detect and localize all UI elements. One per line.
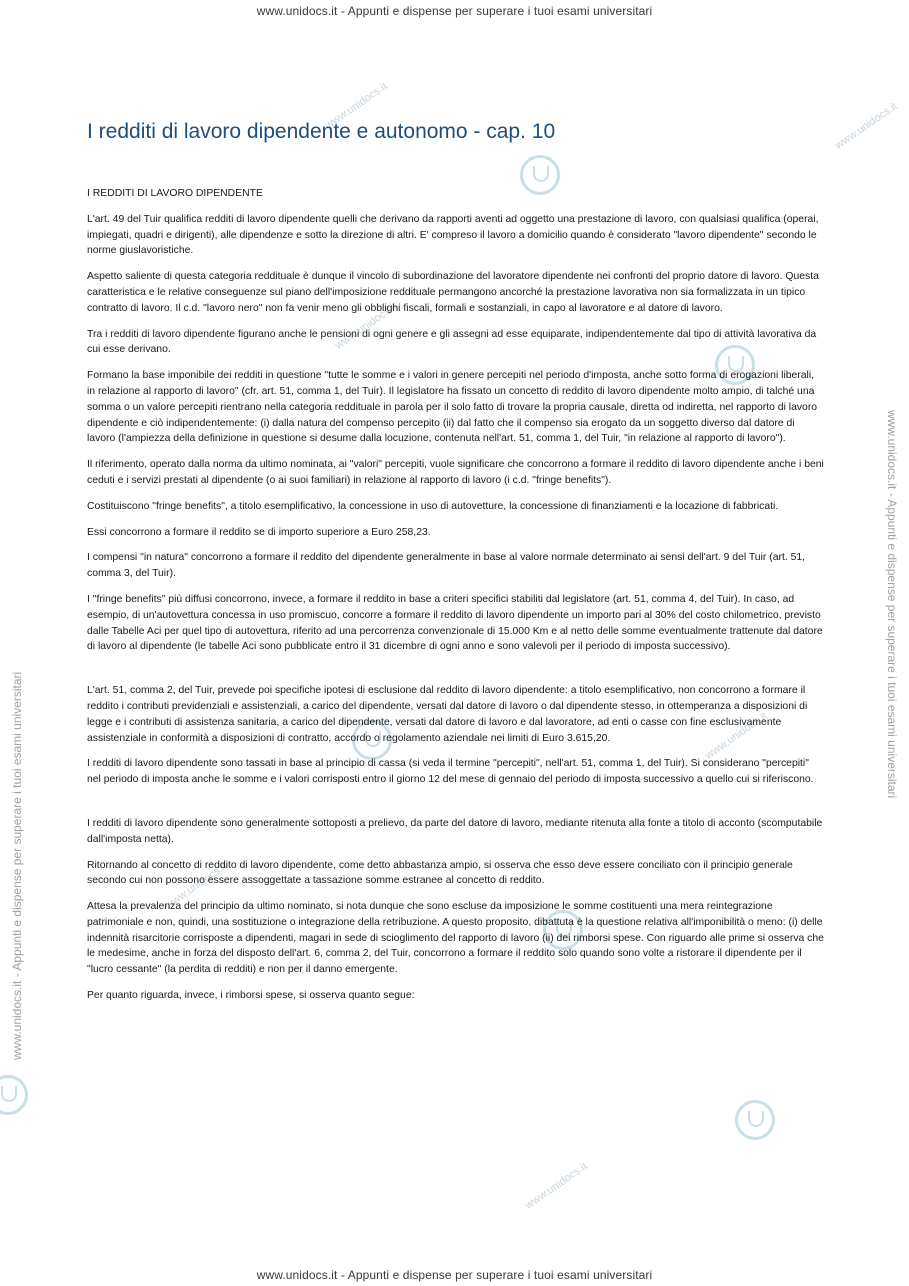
side-watermark-left: www.unidocs.it - Appunti e dispense per superare i tuoi esami universitari — [10, 671, 24, 1060]
watermark-text: www.unidocs.it — [333, 300, 400, 352]
paragraph: Tra i redditi di lavoro dipendente figurano anche le pensioni di ogni genere e gli assegni ad esse equiparate, indipendentemente dal tipo di attività lavorativa da cui esse derivano. — [87, 328, 817, 356]
section-heading: I REDDITI DI LAVORO DIPENDENTE — [87, 188, 263, 199]
side-watermark-right: www.unidocs.it - Appunti e dispense per superare i tuoi esami universitari — [885, 410, 899, 799]
watermark-text: www.unidocs.it — [323, 80, 390, 132]
paragraph: Il riferimento, operato dalla norma da ultimo nominata, ai "valori" percepiti, vuole significare che concorrono a formare il reddito di lavoro dipendente anche i beni ceduti e i servizi prestati al dipendente (o ai suoi familiari) in relazione al rapporto di lavoro (i c.d. "fringe benefits"). — [87, 459, 824, 486]
paragraph: Per quanto riguarda, invece, i rimborsi spese, si osserva quanto segue: — [87, 990, 415, 1002]
paragraph: L'art. 51, comma 2, del Tuir, prevede poi specifiche ipotesi di esclusione dal reddito di lavoro dipendente: a titolo esemplificativo, non concorrono a formare il reddito i contributi previdenziali e assistenziali, a carico del dipendente, versati dal datore di lavoro o dal dipendente stesso, in ottemperanza a disposizioni di legge e i contributi di assistenza sanitaria, a carico del dipendente, versati dal datore di lavoro e dal lavoratore, ad enti o casse con fine esclusivamente assistenziale in conformità a disposizioni di contratto, accordo o regolamento aziendale nei limiti di Euro 3.615,20. — [87, 685, 808, 744]
watermark-text: www.unidocs.it — [703, 710, 770, 762]
paragraph: Costituiscono "fringe benefits", a titolo esemplificativo, la concessione in uso di autovetture, la concessione di finanziamenti e la locazione di fabbricati. — [87, 500, 779, 512]
paragraph: I redditi di lavoro dipendente sono generalmente sottoposti a prelievo, da parte del datore di lavoro, mediante ritenuta alla fonte a titolo di acconto (scomputabile dall'imposta netta). — [87, 817, 823, 845]
paragraph: L'art. 49 del Tuir qualifica redditi di lavoro dipendente quelli che derivano da rapporti aventi ad oggetto una prestazione di lavoro, con qualsiasi qualifica (operai, impiegati, quadri e dirigenti), alle dipendenze e sotto la direzione di altri. E' compreso il lavoro a domicilio quando è considerato "lavoro dipendente" secondo le norme giuslavoristiche. — [87, 213, 819, 257]
watermark-text: www.unidocs.it — [833, 100, 900, 152]
paragraph: Essi concorrono a formare il reddito se di importo superiore a Euro 258,23. — [87, 526, 431, 538]
watermark-logo-icon — [0, 1075, 28, 1115]
watermark-text: www.unidocs.it — [163, 860, 230, 912]
page-header: www.unidocs.it - Appunti e dispense per superare i tuoi esami universitari — [256, 4, 653, 18]
watermark-logo-icon — [735, 1100, 775, 1140]
paragraph: Ritornando al concetto di reddito di lavoro dipendente, come detto abbastanza ampio, si osserva che esso deve essere conciliato con il principio generale secondo cui non possono essere assoggettate a tassazione somme estranee al concetto di reddito. — [87, 859, 793, 887]
paragraph: Formano la base imponibile dei redditi in questione "tutte le somme e i valori in genere percepiti nel periodo d'imposta, anche sotto forma di erogazioni liberali, in relazione al rapporto di lavoro" (cfr. art. 51, comma 1, del Tuir). Il legislatore ha fissato un concetto di reddito di lavoro dipendente molto ampio, di talché una somma o un valore percepiti rientrano nella categoria reddituale in parola per il solo fatto di trovare la propria causale, diretta od indiretta, nel rapporto di lavoro dipendente e ciò indipendentemente: (i) dalla natura del compenso percepito (ii) dal fatto che il compenso sia erogato da un soggetto diverso dal datore di lavoro (l'ampiezza della definizione in questione si desume dalla locuzione, contenuta nell'art. 51, comma 1, del Tuir, "in relazione al rapporto di lavoro"). — [87, 370, 818, 445]
paragraph: I "fringe benefits" più diffusi concorrono, invece, a formare il reddito in base a criteri specifici stabiliti dal legislatore (art. 51, comma 4, del Tuir). In caso, ad esempio, di un'autovettura concessa in uso promiscuo, concorre a formare il reddito di lavoro dipendente un importo pari al 30% del costo chilometrico, previsto dalle Tabelle Aci per quel tipo di autovettura, riferito ad una percorrenza convenzionale di 15.000 Km e al netto delle somme eventualmente trattenute dal datore di lavoro al dipendente (le tabelle Aci sono pubblicate entro il 31 dicembre di ogni anno e sono valevoli per il periodo di imposta successivo). — [87, 593, 823, 653]
paragraph: Aspetto saliente di questa categoria reddituale è dunque il vincolo di subordinazione del lavoratore dipendente nei confronti del proprio datore di lavoro. Questa caratteristica e le relative conseguenze sul piano dell'imposizione reddituale permangono ancorché la prestazione lavorativa non sia formalizzata in un tipico contratto di lavoro. Il c.d. "lavoro nero" non fa venir meno gli obblighi fiscali, formali e sostanziali, in capo al lavoratore e al datore di lavoro. — [87, 271, 819, 314]
paragraph: I compensi "in natura" concorrono a formare il reddito del dipendente generalmente in base al valore normale determinato ai sensi dell'art. 9 del Tuir (art. 51, comma 3, del Tuir). — [87, 552, 806, 580]
page-title: I redditi di lavoro dipendente e autonomo - cap. 10 — [87, 120, 556, 143]
paragraph: Attesa la prevalenza del principio da ultimo nominato, si nota dunque che sono escluse da imposizione le somme costituenti una mera reintegrazione patrimoniale e non, quindi, una sostituzione o integrazione della retribuzione. A questo proposito, dibattuta è la questione relativa all'imponibilità o meno: (i) delle indennità risarcitorie corrisposte a dipendenti, magari in sede di scioglimento del rapporto di lavoro (ii) dei rimborsi spese. Con riguardo alle prime si osserva che le medesime, anche in forza del disposto dell'art. 6, comma 2, del Tuir, concorrono a formare il reddito solo quando sono volte a ristorare il dipendente per il "lucro cessante" (la perdita di redditi) e non per il danno emergente. — [87, 901, 824, 976]
paragraph: I redditi di lavoro dipendente sono tassati in base al principio di cassa (si veda il termine "percepiti", nell'art. 51, comma 1, del Tuir). Si considerano "percepiti" nel periodo di imposta anche le somme e i valori corrisposti entro il giorno 12 del mese di gennaio del periodo di imposta successivo a quello cui si riferiscono. — [87, 758, 814, 786]
document-body — [87, 186, 825, 1014]
watermark-text: www.unidocs.it — [523, 1160, 590, 1212]
page-footer: www.unidocs.it - Appunti e dispense per superare i tuoi esami universitari — [256, 1268, 653, 1282]
